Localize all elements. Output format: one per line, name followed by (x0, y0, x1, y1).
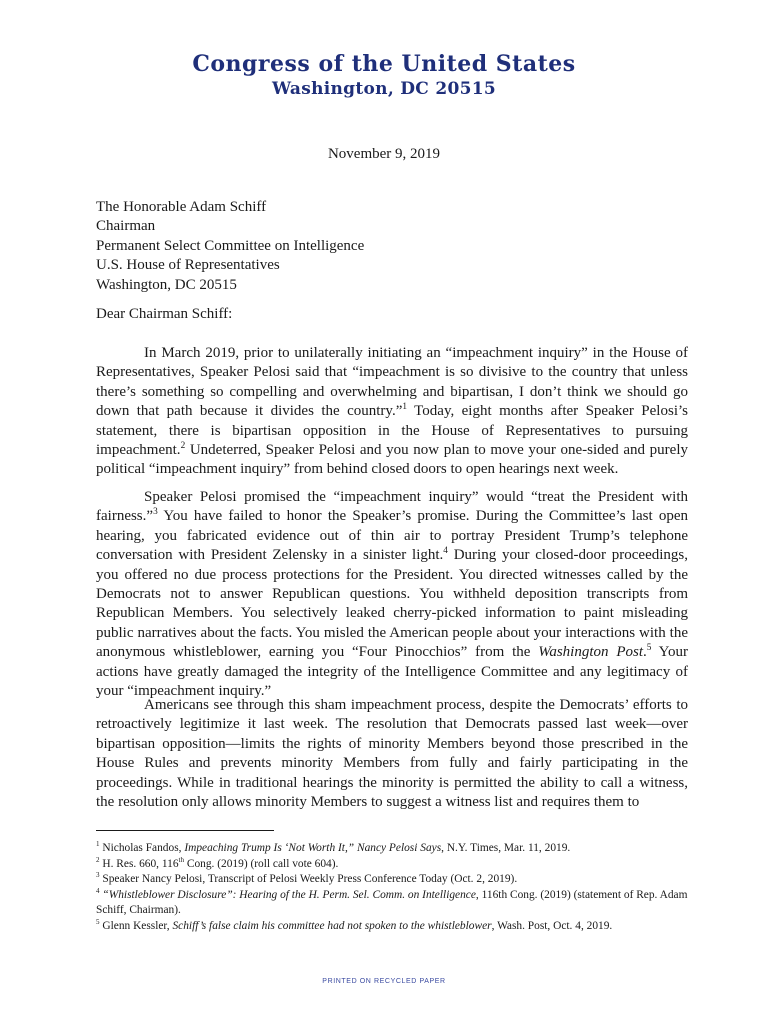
recipient-chamber: U.S. House of Representatives (96, 257, 280, 274)
footnote-3 (96, 872, 696, 888)
footnote-divider (96, 830, 274, 831)
recipient-city: Washington, DC 20515 (96, 276, 237, 293)
footnote-ref-4: 4 (443, 546, 448, 557)
footnote-text: Speaker Nancy Pelosi, Transcript of Pelosi Weekly Press Conference Today (Oct. 2, 2019). (99, 873, 518, 885)
footnote-ref-2: 2 (180, 441, 186, 452)
paragraph-2-text-c: During your closed-door proceedings, you offered no due process protections for the President. You directed witnesses called by the Democrats not to answer Republican questions. You withheld deposition transcripts from Republican Members. You selectively leaked cherry-picked information to paint misleading public narratives about the facts. You misled the American people about your interactions with the anonymous whistleblower, earning you “Four Pinocchios” from the (96, 547, 688, 661)
letterhead (0, 50, 768, 100)
paragraph-1-text-a: In March 2019, prior to unilaterally initiating an “impeachment inquiry” in the House of Representatives, Speaker Pelosi said that “impeachment is so divisive to the country that unless there’s something so compelling and overwhelming and bipartisan, I don’t think we should go down that path because it divides the country.” (96, 345, 688, 420)
letterhead-title: Congress of the United States (192, 51, 576, 77)
recipient-address (96, 198, 688, 295)
footnote-ref-1: 1 (402, 402, 408, 413)
paragraph-2-text-e: Your actions have greatly damaged the integrity of the Intelligence Committee and any legitimacy of your “impeachment inquiry.” (96, 644, 688, 700)
footnote-text: Nicholas Fandos, (99, 842, 185, 854)
footnote-text: , Wash. Post, Oct. 4, 2019. (491, 919, 613, 932)
salutation: Dear Chairman Schiff: (96, 306, 233, 322)
footnote-ordinal: th (178, 855, 185, 864)
footnote-text: Glenn Kessler, (99, 919, 173, 932)
footnote-number: 3 (96, 871, 100, 880)
footnote-text: Cong. (2019) (roll call vote 604). (184, 857, 339, 870)
footnote-5 (96, 919, 696, 935)
footnote-text: H. Res. 660, 116 (99, 857, 179, 870)
footnote-ref-3: 3 (153, 507, 158, 518)
paragraph-2 (96, 488, 688, 701)
footnote-number: 1 (96, 840, 100, 849)
recipient-title: Chairman (96, 218, 156, 235)
recipient-committee: Permanent Select Committee on Intelligence (96, 237, 365, 254)
paragraph-2-text-d: . (643, 644, 647, 661)
paragraph-1-text-b: Today, eight months after Speaker Pelosi’s statement, there is bipartisan opposition in the House of Representatives to pursuing impeachment. (96, 403, 688, 459)
footnote-ref-5: 5 (646, 643, 652, 654)
footnote-text: , 116th Cong. (2019) (statement of Rep. Adam Schiff, Chairman). (96, 888, 688, 916)
letterhead-subtitle: Washington, DC 20515 (272, 79, 496, 99)
recycled-paper-notice: PRINTED ON RECYCLED PAPER (322, 978, 446, 985)
footnote-title: “Whistleblower Disclosure”: Hearing of the H. Perm. Sel. Comm. on Intelligence (102, 888, 476, 901)
paragraph-2-text-a: Speaker Pelosi promised the “impeachment inquiry” would “treat the President with fairness.” (96, 489, 688, 525)
footnote-number: 2 (96, 855, 100, 864)
footnote-4 (96, 888, 696, 919)
paragraph-3: Americans see through this sham impeachment process, despite the Democrats’ efforts to retroactively legitimize it last week. The resolution that Democrats passed last week—over bipartisan opposition—limits the rights of minority Members beyond those prescribed in the House Rules and prevents minority Members from fully and fairly participating in the proceedings. While in traditional hearings the minority is permitted the ability to call a witness, the resolution only allows minority Members to suggest a witness list and requires them to (96, 697, 688, 811)
footnote-2 (96, 857, 696, 873)
footnotes (96, 841, 696, 934)
footnote-text: , N.Y. Times, Mar. 11, 2019. (441, 842, 571, 854)
paragraph-2-text-b: You have failed to honor the Speaker’s promise. During the Committee’s last open hearing, you fabricated evidence out of thin air to portray President Trump’s telephone conversation with President Zelensky in a sinister light. (96, 508, 688, 564)
footnote-title: Schiff’s false claim his committee had not spoken to the whistleblower (172, 919, 492, 932)
paragraph-1 (96, 344, 688, 480)
footnote-number: 4 (96, 886, 100, 895)
recipient-name: The Honorable Adam Schiff (96, 199, 267, 215)
publication-name: Washington Post (538, 644, 643, 661)
letter-date: November 9, 2019 (327, 146, 441, 162)
footnote-title: Impeaching Trump Is ‘Not Worth It,” Nancy Pelosi Says (184, 842, 442, 854)
footnote-number: 5 (96, 917, 100, 926)
paragraph-1-text-c: Undeterred, Speaker Pelosi and you now plan to move your one-sided and purely political “impeachment inquiry” from behind closed doors to open hearings next week. (96, 442, 688, 478)
footnote-1 (96, 841, 696, 857)
